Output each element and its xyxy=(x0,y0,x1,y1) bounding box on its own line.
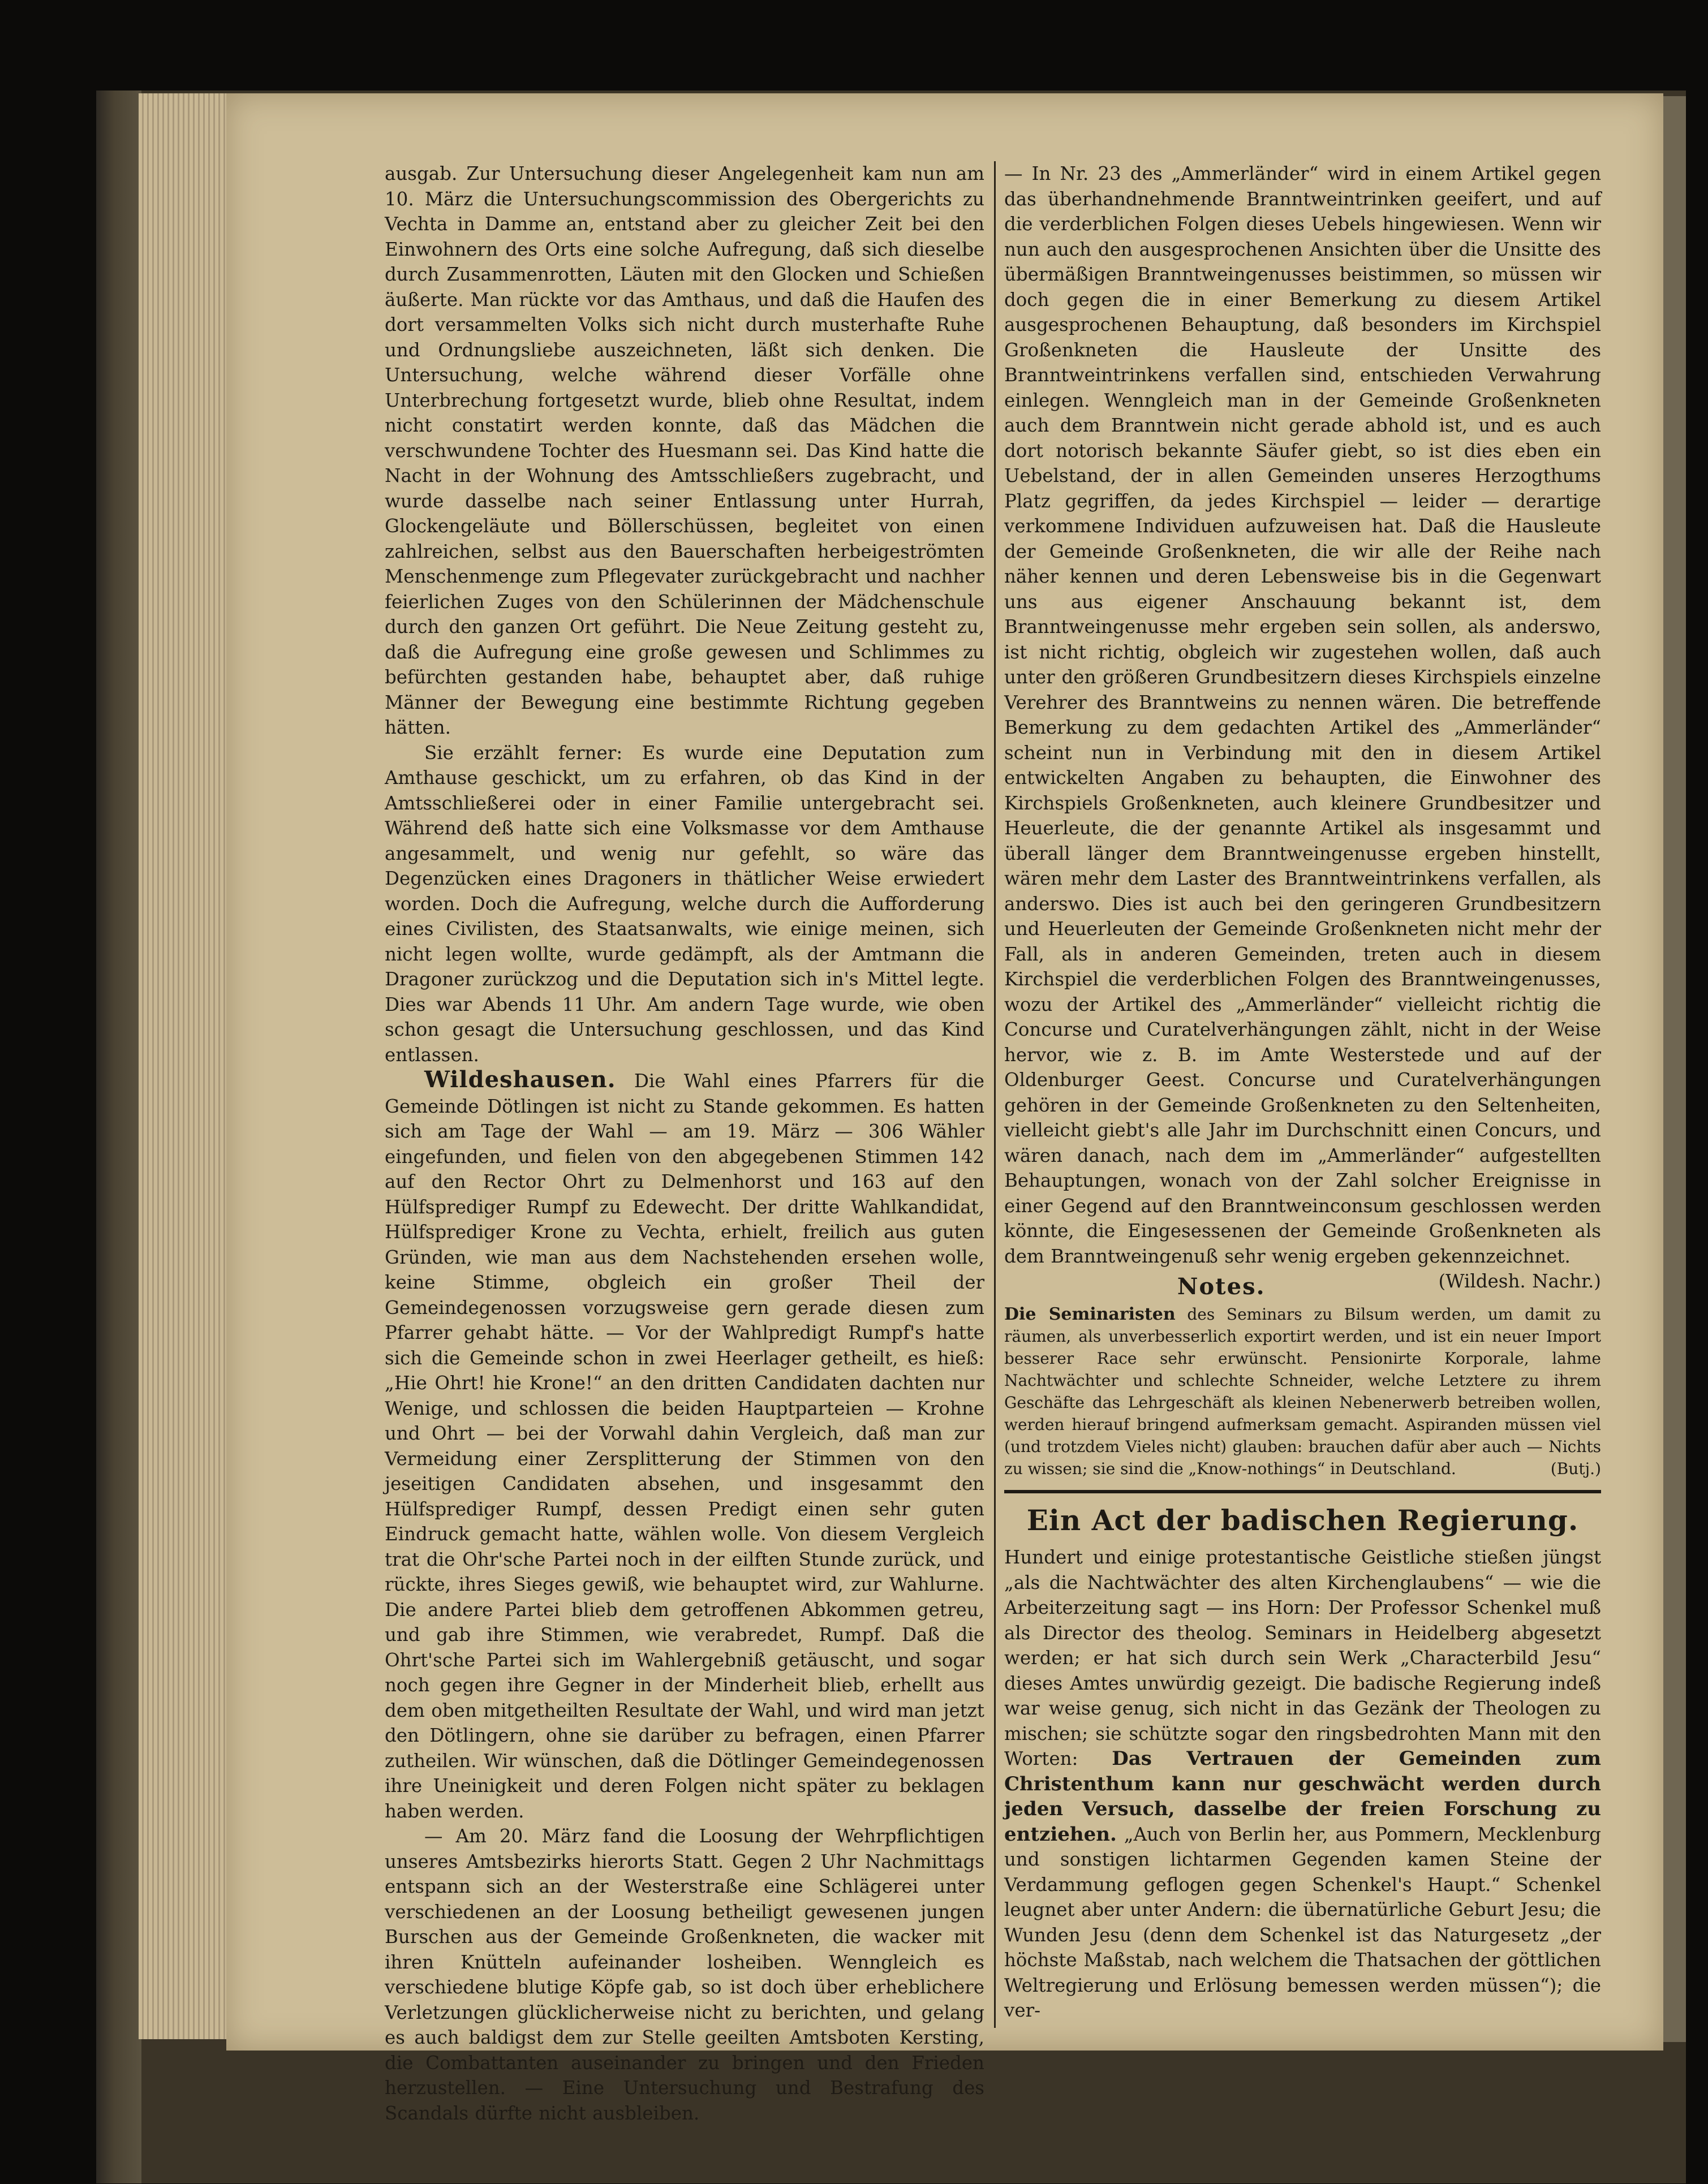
notes-article xyxy=(1004,1303,1601,1480)
wildeshausen-lead: Wildeshausen. xyxy=(424,1066,616,1093)
ammerlaender-source: (Wildesh. Nachr.) xyxy=(1438,1270,1601,1292)
damme-paragraph-2: Sie erzählt ferner: Es wurde eine Deputation zum Amthause geschickt, um zu erfahren, ob das Kind in der Amtsschließerei oder in einer Familie untergebracht sei. Während deß hatte sich eine Volksmasse vor dem Amthause angesammelt, und wenig nur gefehlt, so wäre das Degenzücken eines Dragoners in thätlicher Weise erwiedert worden. Doch die Aufregung, welche durch die Aufforderung eines Civilisten, des Staatsanwalts, wie einige meinen, sich nicht legen wollte, wurde gedämpft, als der Amtmann die Dragoner zurückzog und die Deputation sich in's Mittel legte. Dies war Abends 11 Uhr. Am andern Tage wurde, wie oben schon gesagt die Untersuchung geschlossen, und das Kind entlassen. xyxy=(385,742,984,1066)
baden-text-start: Hundert und einige protestantische Geistliche stießen jüngst „als die Nachtwächter des alten Kirchenglaubens“ — wie die Arbeiterzeitung sagt — ins Horn: Der Professor Schenkel muß als Director des theolog. Seminars in Heidelberg abgesetzt werden; er hat sich durch sein Werk „Characterbild Jesu“ dieses Amtes unwürdig gezeigt. Die badische Regierung indeß war weise genug, sich nicht in das Gezänk der Theologen zu mischen; sie schützte sogar den ringsbedrohten Mann mit den Worten: xyxy=(1004,1547,1601,1769)
notes-lead: Die Seminaristen xyxy=(1004,1304,1176,1324)
baden-text-end: „Auch von Berlin her, aus Pommern, Mecklenburg und sonstigen lichtarmen Gegenden kamen Steine der Verdammung geflogen gegen Schenkel's Haupt.“ Schenkel leugnet aber unter Andern: die übernatürliche Geburt Jesu; die Wunden Jesu (denn dem Schenkel ist das Naturgesetz „der höchste Maßstab, nach welchem die Thatsachen der göttlichen Weltregierung und Erlösung bemessen werden müssen“); die ver- xyxy=(1004,1823,1601,2021)
ammerlaender-text: — In Nr. 23 des „Ammerländer“ wird in einem Artikel gegen das überhandnehmende Branntweintrinken geeifert, und auf die verderblichen Folgen dieses Uebels hingewiesen. Wenn wir nun auch den ausgesprochenen Ansichten über die Unsitte des übermäßigen Branntweingenusses beistimmen, so müssen wir doch gegen die in einer Bemerkung zu diesem Artikel ausgesprochenen Behauptung, daß besonders im Kirchspiel Großenkneten die Hausleute der Unsitte des Branntweintrinkens verfallen sind, entschieden Verwahrung einlegen. Wenngleich man in der Gemeinde Großenkneten auch dem Branntwein nicht gerade abhold ist, und es auch dort notorisch bekannte Säufer giebt, so ist dies eben ein Uebelstand, der in allen Gemeinden unseres Herzogthums Platz gegriffen, da jedes Kirchspiel — leider — derartige verkommene Individuen aufzuweisen hat. Daß die Hausleute der Gemeinde Großenkneten, die wir alle der Reihe nach näher kennen und deren Lebensweise bis in die Gegenwart uns aus eigener Anschauung bekannt ist, dem Branntweingenusse mehr ergeben sein sollen, als anderswo, ist nicht richtig, obgleich wir zugestehen wollen, daß auch unter den größeren Grundbesitzern dieses Kirchspiels einzelne Verehrer des Branntweins zu nennen wären. Die betreffende Bemerkung zu dem gedachten Artikel des „Ammerländer“ scheint nun in Verbindung mit den in diesem Artikel entwickelten Angaben zu behaupten, die Einwohner des Kirchspiels Großenkneten, auch kleinere Grundbesitzer und Heuerleute, die der genannte Artikel als insgesammt und überall länger dem Branntweingenusse ergeben hinstellt, wären mehr dem Laster des Branntweintrinkens verfallen, als anderswo. Dies ist auch bei den geringeren Grundbesitzern und Heuerleuten der Gemeinde Großenkneten nicht mehr der Fall, als in anderen Gemeinden, treten auch in diesem Kirchspiel die verderblichen Folgen des Branntweingenusses, wozu der Artikel des „Ammerländer“ vielleicht richtig die Concurse und Curatelverhängungen zählt, nicht in der Weise hervor, wie z. B. im Amte Westerstede und auf der Oldenburger Geest. Concurse und Curatelverhängungen gehören in der Gemeinde Großenkneten zu den Seltenheiten, vielleicht giebt's alle Jahr im Durchschnitt einen Concurs, und wären danach, nach dem im „Ammerländer“ aufgestellten Behauptungen, wonach von der Zahl solcher Ereignisse in einer Gegend auf den Branntweinconsum geschlossen werden könnte, die Eingesessenen der Gemeinde Großenkneten als dem Branntweingenuß sehr wenig ergeben gekennzeichnet. xyxy=(1004,163,1601,1267)
right-column xyxy=(1004,161,1601,2023)
left-column xyxy=(385,161,984,2126)
page-stack-edges xyxy=(139,93,229,2039)
column-divider xyxy=(994,161,996,2028)
notes-source: (Butj.) xyxy=(1550,1459,1601,1478)
baden-article xyxy=(1004,1545,1601,2023)
notes-text: des Seminars zu Bilsum werden, um damit zu räumen, als unverbesserlich exportirt werden, und ist ein neuer Import besserer Race sehr erwünscht. Pensionirte Korporale, lahme Nachtwächter und schlechte Schneider, welche Letztere zu ihrem Geschäfte das Lehrgeschäft als kleinen Nebenerwerb betreiben wollen, werden hierauf bringend aufmerksam gemacht. Aspiranden müssen viel (und trotzdem Vieles nicht) glauben: brauchen dafür aber auch — Nichts zu wissen; sie sind die „Know-nothings“ in Deutschland. xyxy=(1004,1305,1601,1478)
wildeshausen-text: Die Wahl eines Pfarrers für die Gemeinde Dötlingen ist nicht zu Stande gekommen. Es hatten sich am Tage der Wahl — am 19. März — 306 Wähler eingefunden, und fielen von den abgegebenen Stimmen 142 auf den Rector Ohrt zu Delmenhorst und 163 auf den Hülfsprediger Rumpf zu Edewecht. Der dritte Wahlkandidat, Hülfsprediger Krone zu Vechta, erhielt, freilich aus guten Gründen, wie man aus dem Nachstehenden ersehen wolle, keine Stimme, obgleich ein großer Theil der Gemeindegenossen vorzugsweise gern gerade diesen zum Pfarrer gehabt hätte. — Vor der Wahlpredigt Rumpf's hatte sich die Gemeinde schon in zwei Heerlager getheilt, es hieß: „Hie Ohrt! hie Krone!“ an den dritten Candidaten dachten nur Wenige, und schlossen die beiden Hauptparteien — Krohne und Ohrt — bei der Vorwahl dahin Vergleich, daß man zur Vermeidung einer Zersplitterung der Stimmen von den jeseitigen Candidaten absehen, und insgesammt den Hülfsprediger Rumpf, dessen Predigt einen sehr guten Eindruck gemacht hatte, wählen wolle. Von diesem Vergleich trat die Ohr'sche Partei noch in der eilften Stunde zurück, und rückte, ihres Sieges gewiß, wie behauptet wird, zur Wahlurne. Die andere Partei blieb dem getroffenen Abkommen getreu, und gab ihre Stimmen, wie verabredet, Rumpf. Daß die Ohrt'sche Partei sich im Wahlergebniß getäuscht, und sogar noch gegen ihre Gegner in der Minderheit blieb, erhellt aus dem oben mitgetheilten Resultate der Wahl, und wird man jetzt den Dötlingern, ohne sie darüber zu befragen, einen Pfarrer zutheilen. Wir wünschen, daß die Dötlinger Gemeindegenossen ihre Uneinigkeit und deren Folgen nicht später zu beklagen haben werden. xyxy=(385,1070,985,1822)
baden-bold-quote: Das Vertrauen der Gemeinden zum Christenthum kann nur geschwächt werden durch jeden Versuch, dasselbe der freien Forschung zu entziehen. xyxy=(1004,1747,1601,1846)
book-spine xyxy=(96,91,141,2183)
damme-paragraph-1: ausgab. Zur Untersuchung dieser Angelegenheit kam nun am 10. März die Untersuchungscommission des Obergerichts zu Vechta in Damme an, entstand aber zu gleicher Zeit bei den Einwohnern des Orts eine solche Aufregung, daß sich dieselbe durch Zusammenrotten, Läuten mit den Glocken und Schießen äußerte. Man rückte vor das Amthaus, und daß die Haufen des dort versammelten Volks sich nicht durch musterhafte Ruhe und Ordnungsliebe auszeichneten, läßt sich denken. Die Untersuchung, welche während dieser Vorfälle ohne Unterbrechung fortgesetzt wurde, blieb ohne Resultat, indem nicht constatirt werden konnte, daß das Mädchen die verschwundene Tochter des Huesmann sei. Das Kind hatte die Nacht in der Wohnung des Amtsschließers zugebracht, und wurde dasselbe nach seiner Entlassung unter Hurrah, Glockengeläute und Böllerschüssen, begleitet von einen zahlreichen, selbst aus den Bauerschaften herbeigeströmten Menschenmenge zum Pflegevater zurückgebracht und nachher feierlichen Zuges von den Schülerinnen der Mädchenschule durch den ganzen Ort geführt. Die Neue Zeitung gesteht zu, daß die Aufregung eine große gewesen und Schlimmes zu befürchten gestanden habe, behauptet aber, daß ruhige Männer der Bewegung eine bestimmte Richtung gegeben hätten. xyxy=(385,163,984,738)
loosung-paragraph: — Am 20. März fand die Loosung der Wehrpflichtigen unseres Amtsbezirks hierorts Statt. Gegen 2 Uhr Nachmittags entspann sich an der Westerstraße eine Schlägerei unter verschiedenen an der Loosung betheiligt gewesenen jungen Burschen aus der Gemeinde Großenkneten, die wacker mit ihren Knütteln aufeinander losheiben. Wenngleich es verschiedene blutige Köpfe gab, so ist doch über erheblichere Verletzungen glücklicherweise nicht zu berichten, und gelang es auch baldigst dem zur Stelle geeilten Amtsboten Kersting, die Combattanten auseinander zu bringen und den Frieden herzustellen. — Eine Untersuchung und Bestrafung des Scandals dürfte nicht ausbleiben. xyxy=(385,1825,984,2124)
article-headline: Ein Act der badischen Regierung. xyxy=(1026,1504,1579,1537)
section-rule xyxy=(1004,1490,1601,1493)
notes-heading: Notes. xyxy=(1177,1273,1266,1300)
wildeshausen-article xyxy=(385,1067,984,1824)
